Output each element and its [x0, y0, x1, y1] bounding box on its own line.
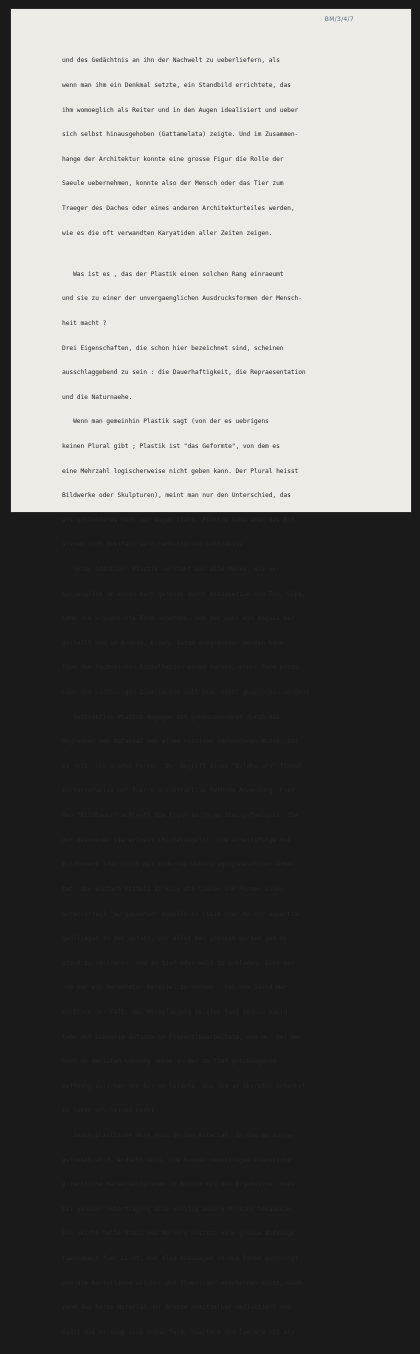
text-line: Drei Eigenschaften, die schon hier bezeichnet sind, scheinen	[62, 344, 284, 352]
text-line: Bildwerke oder Skulpturen), meint man nur den Unterschied, das	[62, 492, 291, 500]
text-line: unterverteil "aufgebauten" Modells in Stein oder Marmor uebertra-	[62, 910, 302, 918]
text-line: -um nur ein beruehmten Beispiel zu nennen - bei dem David Mar-	[62, 984, 291, 992]
text-line: (Von dem technischen Einzelheiten eines Gusses, einer Form prodz	[62, 664, 299, 672]
text-line: Traeger des Daches oder eines anderen Architekturteiles werden,	[62, 205, 295, 213]
text-line: bei genauer Uebertragung eine voellig andere Wirkung herauskam.	[62, 1205, 295, 1213]
text-line: Der weiche helle Stein des Marmors besitzt eine grosse Aufsauge-	[62, 1230, 299, 1238]
text-line: zu haben erscheinen macht.	[62, 1107, 158, 1115]
text-line: damit die Wirkung eine schaerfere, haertere und leerere ist als	[62, 1328, 295, 1336]
text-line: eine Mehrzahl logischerweise nicht geben kann. Der Plural heisst	[62, 467, 299, 475]
text-line: und des Gedächtnis an ihn der Nachwelt zu ueberliefern, als	[62, 57, 280, 65]
text-line: Oeffnung zwischen dem Beinen leidete, die ihm am obersten Schenkel	[62, 1082, 306, 1090]
text-line: der Bezaubrer sie erloest (Michelangelo). Die Arbeitsfolge des	[62, 836, 291, 844]
text-line: und sie zu einer der unvergaenglichen Ausdrucksformen der Mensch-	[62, 295, 302, 303]
text-line: gen)liegen in der Gefahr, vor allem bei grossen Werken den Ab-	[62, 935, 291, 943]
text-line: gestellt und in Bronze, Eisen, Beton ausgegossen werden kann.	[62, 639, 288, 647]
text-line: als vollendetes Werk vor Augen steht. Plastik kann aber das Ent-	[62, 516, 299, 524]
text-line: Wenn man gemeinhin Plastik sagt (von der es uebrigens	[62, 418, 269, 426]
text-line: es Holz, Stein oder Marmor. Der Begriff eines "Bildhauers" findet	[62, 762, 302, 770]
text-line: und die Naturnaehe.	[62, 393, 133, 401]
text-line: keinen Plural gibt ; Plastik ist "das Geformte", von dem es	[62, 442, 280, 450]
text-line: heit macht ?	[62, 319, 107, 327]
text-line: Saeule uebernehmen, konnte also der Mensch oder das Tier zum	[62, 180, 284, 188]
text-line: Unter additiver Plastik versteht man alle Werke, die ur-	[62, 566, 280, 573]
text-line: griechische Marmorskulpturen in Bronze mit dem Ergebnisse, dass	[62, 1181, 295, 1189]
text-line: sich selbst hinausgehoben (Gattamelata) zeigte. Und im Zusammen-	[62, 131, 299, 139]
text-line: wie es die oft verwandten Karyatiden aller Zeiten zeigen.	[62, 229, 273, 237]
text-line: rend das harte Material der Bronze unmittelbar reflektiert und	[62, 1304, 291, 1312]
archive-mark: BM/3/4/7	[324, 16, 354, 23]
text-line: noch so genialen Loesung immer an der zu tief geschlagenen	[62, 1058, 277, 1066]
typewritten-page	[10, 8, 412, 1336]
text-line: gefuehrt wird, erdacht sein. Die Roemer uebertrugen klassische	[62, 1156, 291, 1164]
text-line: Bildhauers (der nicht mit modernen Uebertragungsmaschinen arbei-	[62, 861, 299, 869]
text-line: (vor der Signoria aufnahm in Florenz)bearbeitete, und der bei der	[62, 1033, 302, 1041]
text-line: wenn man ihm ein Denkmal setzte, ein Standbild errichtete, das	[62, 82, 291, 90]
text-line: Lehm die erwuenschte Form annehmen, von der dann ein Abguss her-	[62, 615, 299, 623]
text-line: ausschlaggebend zu sein : die Dauerhaftigkeit, die Repraesentation	[62, 369, 306, 377]
text-line: korrekterweise nur fuer die subtraktive Methode Anwendung. Fuer	[62, 787, 295, 795]
text-line: den "Bildhauer" schleeft die Figur in ihrem Steingefaengnis, die	[62, 812, 299, 820]
text-line: ihm womoeglich als Reiter und in den Augen idealisiert und ueber	[62, 106, 299, 114]
text-line: hange der Architektur konnte eine grosse Figur die Rolle der	[62, 155, 284, 163]
body-text	[62, 41, 408, 1354]
text-line: oder des nachherigen Ziselierens soll hier nicht gesprochen werden)	[62, 689, 310, 697]
text-line: faehigkeit fuer Licht, das also sozusagen in die Poren eindringt	[62, 1255, 299, 1263]
text-line: Jedes plastische Werk muss in dem Aaterial, in dem es ausge-	[62, 1132, 295, 1140]
text-line: tet, die einfach mittels Zirkels die Linien und Formen eines	[62, 885, 284, 893]
text-line: und die Konturlinie weicher und fluessiger erscheinen macht, waeh-	[62, 1279, 306, 1287]
text-line: stand zu verlieren, und zu tief oder weit zu schlagen. Dies war	[62, 959, 295, 967]
text-line: stehen noch zweifach sein :additiv und subtraktiv .	[62, 541, 251, 549]
text-line: Was ist es , das der Plastik einen solchen Rang einraeumt	[62, 270, 284, 278]
text-line: morblock der Fall, den Michelangelo meister fast meinen David	[62, 1008, 288, 1016]
text-line: spruenglich um einen Kern geformt durch Hinzusetzen von Ton, Gips,	[62, 590, 306, 598]
text-line: Subtraktive Plastik dagegen ist gekennzeichnet durch das	[62, 713, 280, 721]
text-line: Wegnehmen von Material von einem massiven vorhandenen Block, sei	[62, 738, 299, 746]
